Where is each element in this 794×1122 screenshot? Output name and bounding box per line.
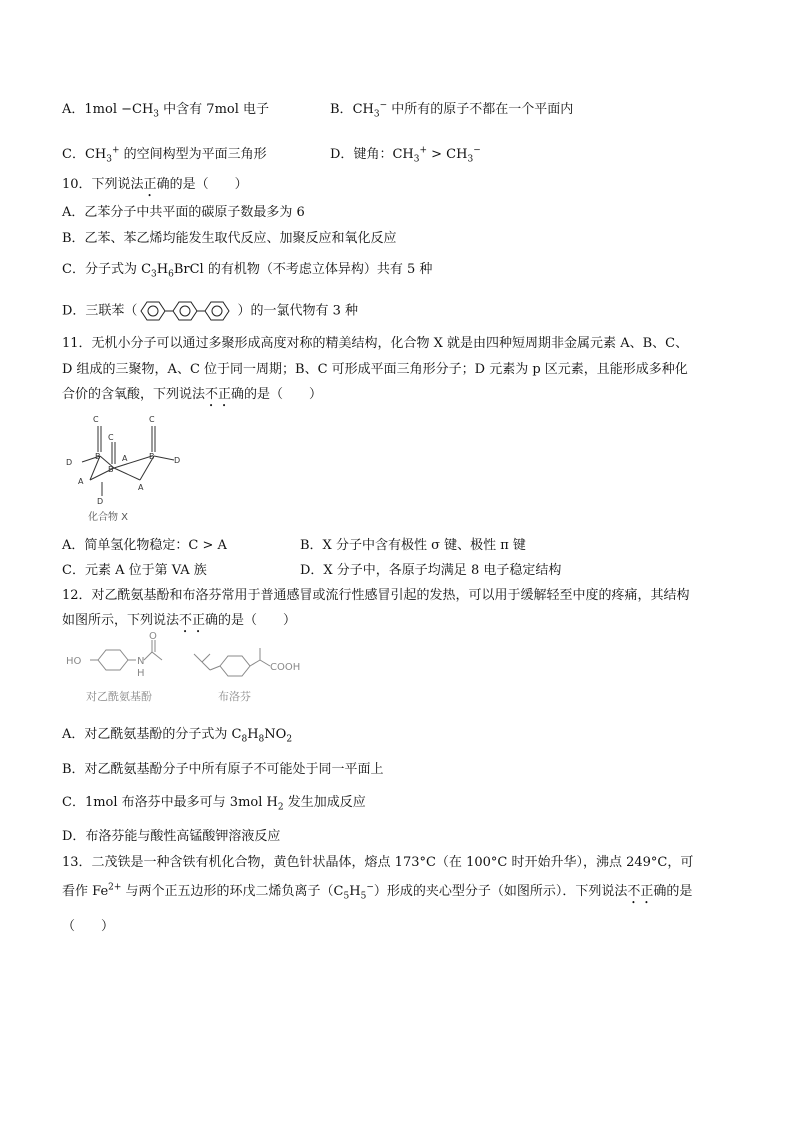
q11-stem-line1: 11．无机小分子可以通过多聚形成高度对称的精美结构，化合物 X 就是由四种短周期非金属元素 A、B、C、 bbox=[62, 336, 689, 351]
q13-stem-line2: 看作 $Fe^{2+}$ 与两个正五边形的环戊二烯负离子$(C_5H_5^-)$形成的夹心型分子（如图所示）．下列说法不正确的是 bbox=[62, 882, 693, 902]
x-label-a1: A bbox=[78, 477, 84, 486]
q11-option-a: A．简单氢化物稳定：C > A bbox=[62, 538, 227, 553]
q9-option-d: D．键角：$CH_3^+ > CH_3^-$ bbox=[330, 145, 481, 165]
acetaminophen-o-label: O bbox=[149, 632, 157, 642]
ibuprofen-caption: 布洛芬 bbox=[218, 690, 251, 703]
compound-x-caption: 化合物 X bbox=[88, 512, 129, 523]
x-label-b3: B bbox=[149, 452, 155, 461]
x-label-d1: D bbox=[66, 458, 73, 467]
x-label-d2: D bbox=[174, 456, 181, 465]
q11-stem-line3: 合价的含氧酸，下列说法不正确的是（ ） bbox=[62, 387, 323, 402]
q10-option-c: C．分子式为 $C_3H_6BrCl$ 的有机物（不考虑立体异构）共有 5 种 bbox=[62, 262, 433, 280]
q11-option-b: B．X 分子中含有极性 σ 键、极性 π 键 bbox=[300, 538, 526, 553]
ibuprofen-structure bbox=[190, 632, 320, 704]
x-label-a2: A bbox=[122, 454, 128, 463]
x-label-b2: B bbox=[108, 465, 114, 474]
x-label-c2: C bbox=[108, 433, 114, 442]
q10-stem: 10．下列说法正确的是（ ） bbox=[62, 177, 248, 192]
compound-x-figure bbox=[62, 408, 202, 526]
terphenyl-structure bbox=[137, 298, 237, 324]
acetaminophen-caption: 对乙酰氨基酚 bbox=[86, 690, 152, 703]
q9-option-b: B．$CH_3^-$ 中所有的原子不都在一个平面内 bbox=[330, 100, 574, 120]
x-label-c1: C bbox=[93, 415, 99, 424]
q12-option-b: B．对乙酰氨基酚分子中所有原子不可能处于同一平面上 bbox=[62, 762, 384, 777]
q10-option-a: A．乙苯分子中共平面的碳原子数最多为 6 bbox=[62, 205, 305, 220]
q11-option-c: C．元素 A 位于第 VA 族 bbox=[62, 563, 207, 578]
q12-option-c: C．1mol 布洛芬中最多可与 3mol $H_2$ 发生加成反应 bbox=[62, 795, 366, 813]
q12-option-a: A．对乙酰氨基酚的分子式为 $C_8H_8NO_2$ bbox=[62, 727, 293, 745]
acetaminophen-h-label: H bbox=[137, 668, 145, 679]
q12-stem-line1: 12．对乙酰氨基酚和布洛芬常用于普通感冒或流行性感冒引起的发热，可以用于缓解轻至中度的疼痛，其结构 bbox=[62, 588, 690, 603]
q13-stem-line3: （ ） bbox=[62, 919, 115, 934]
q12-option-d: D．布洛芬能与酸性高锰酸钾溶液反应 bbox=[62, 829, 281, 844]
q12-stem-line2: 如图所示，下列说法不正确的是（ ） bbox=[62, 613, 297, 628]
x-label-a3: A bbox=[138, 483, 144, 492]
q10-option-d: D．三联苯（ ）的一氯代物有 3 种 bbox=[62, 298, 358, 324]
x-label-d3: D bbox=[97, 497, 104, 506]
q13-stem-line1: 13．二茂铁是一种含铁有机化合物，黄色针状晶体，熔点 173°C（在 100°C 时开始升华），沸点 249°C，可 bbox=[62, 855, 694, 870]
x-label-c3: C bbox=[149, 415, 155, 424]
ibuprofen-cooh-label: COOH bbox=[270, 662, 301, 673]
q11-option-d: D．X 分子中，各原子均满足 8 电子稳定结构 bbox=[300, 563, 562, 578]
q9-option-c: C．$CH_3^+$ 的空间构型为平面三角形 bbox=[62, 145, 267, 165]
q10-option-b: B．乙苯、苯乙烯均能发生取代反应、加聚反应和氧化反应 bbox=[62, 231, 397, 246]
acetaminophen-n-label: N bbox=[137, 656, 145, 667]
x-label-b1: B bbox=[95, 452, 101, 461]
q11-stem-line2: D 组成的三聚物，A、C 位于同一周期；B、C 可形成平面三角形分子；D 元素为 p 区元素，且能形成多种化 bbox=[62, 362, 688, 377]
q9-option-a: A．$1mol -CH_3$ 中含有 7mol 电子 bbox=[62, 102, 270, 120]
acetaminophen-structure bbox=[62, 632, 202, 704]
acetaminophen-ho-label: HO bbox=[66, 656, 82, 667]
